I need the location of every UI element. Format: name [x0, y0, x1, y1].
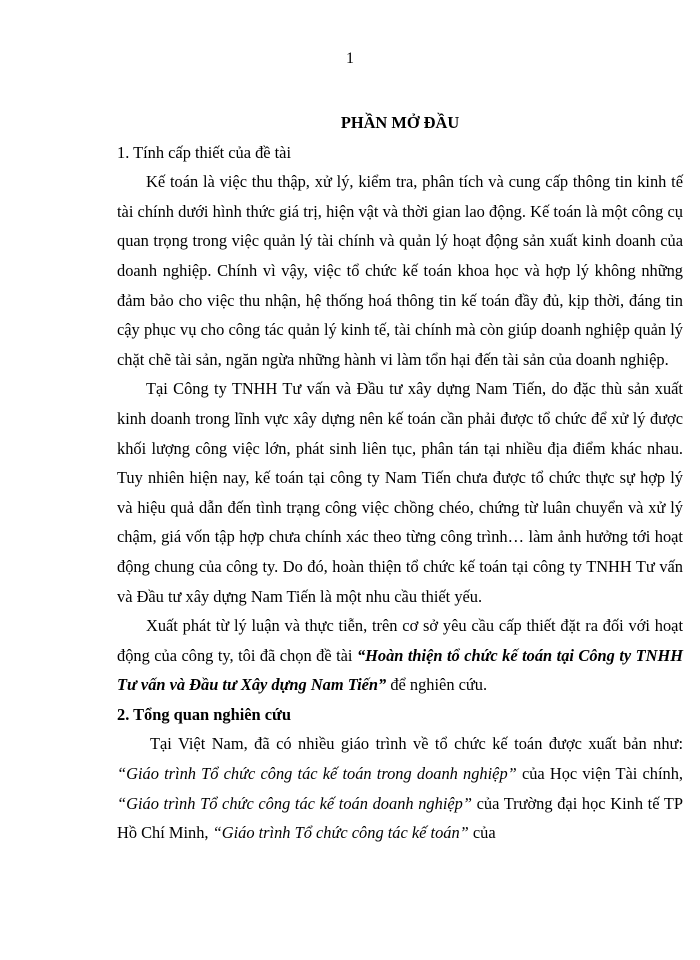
textbook-title-2: “Giáo trình Tổ chức công tác kế toán doanh nghiệp” — [117, 793, 472, 813]
document-body — [117, 108, 683, 848]
section-2-text-a: Tại Việt Nam, đã có nhiều giáo trình về tổ chức kế toán được xuất bản như: — [150, 734, 683, 754]
textbook-title-3: “Giáo trình Tổ chức công tác kế toán” — [212, 823, 469, 843]
textbook-title-1: “Giáo trình Tổ chức công tác kế toán trong doanh nghiệp” — [117, 764, 517, 784]
section-1-paragraph-2: Tại Công ty TNHH Tư vấn và Đầu tư xây dựng Nam Tiến, do đặc thù sản xuất kinh doanh trong lĩnh vực xây dựng nên kế toán cần phải được tổ chức để xử lý được khối lượng công việc lớn, phát sinh liên tục, phân tán tại nhiều địa điểm khác nhau. Tuy nhiên hiện nay, kế toán tại công ty Nam Tiến chưa được tổ chức thực sự hợp lý và hiệu quả dẫn đến tình trạng công việc chồng chéo, chứng từ luân chuyển và xử lý chậm, giá vốn tập hợp chưa chính xác theo từng công trình… làm ảnh hưởng tới hoạt động chung của công ty. Do đó, hoàn thiện tổ chức kế toán tại công ty TNHH Tư vấn và Đầu tư xây dựng Nam Tiến là một nhu cầu thiết yếu. — [117, 379, 683, 606]
paragraph-3-text-before: Xuất phát từ lý luận và thực tiễn, trên cơ sở yêu cầu cấp thiết đặt ra đối với hoạt động của công ty, tôi đã chọn đề tài — [117, 616, 683, 665]
section-2-text-g: của — [468, 823, 496, 843]
section-1-paragraph-3 — [117, 611, 683, 700]
section-2-text-e: của Trường đại học Kinh tế TP Hồ Chí Minh, — [117, 793, 683, 843]
thesis-topic-title: “Hoàn thiện tổ chức kế toán tại Công ty TNHH Tư vấn và Đầu tư Xây dựng Nam Tiến” — [117, 645, 683, 695]
section-2-heading: 2. Tổng quan nghiên cứu — [117, 704, 291, 724]
section-1-heading: 1. Tính cấp thiết của đề tài — [117, 142, 292, 162]
section-1-paragraph-1: Kế toán là việc thu thập, xử lý, kiểm tra, phân tích và cung cấp thông tin kinh tế tài chính dưới hình thức giá trị, hiện vật và thời gian lao động. Kế toán là một công cụ quan trọng trong việc quản lý tài chính và quản lý hoạt động sản xuất kinh doanh của doanh nghiệp. Chính vì vậy, việc tổ chức kế toán khoa học và hợp lý không những đảm bảo cho việc thu nhận, hệ thống hoá thông tin kế toán đầy đủ, kịp thời, đáng tin cậy phục vụ cho công tác quản lý kinh tế, tài chính mà còn giúp doanh nghiệp quản lý chặt chẽ tài sản, ngăn ngừa những hành vi làm tổn hại đến tài sản của doanh nghiệp. — [117, 172, 683, 369]
paragraph-3-text-after: để nghiên cứu. — [386, 675, 488, 695]
page-number: 1 — [346, 50, 354, 67]
section-2-text-c: của Học viện Tài chính, — [516, 764, 683, 784]
section-2-paragraph-1 — [117, 729, 683, 847]
page-title: PHẦN MỞ ĐẦU — [340, 113, 460, 132]
